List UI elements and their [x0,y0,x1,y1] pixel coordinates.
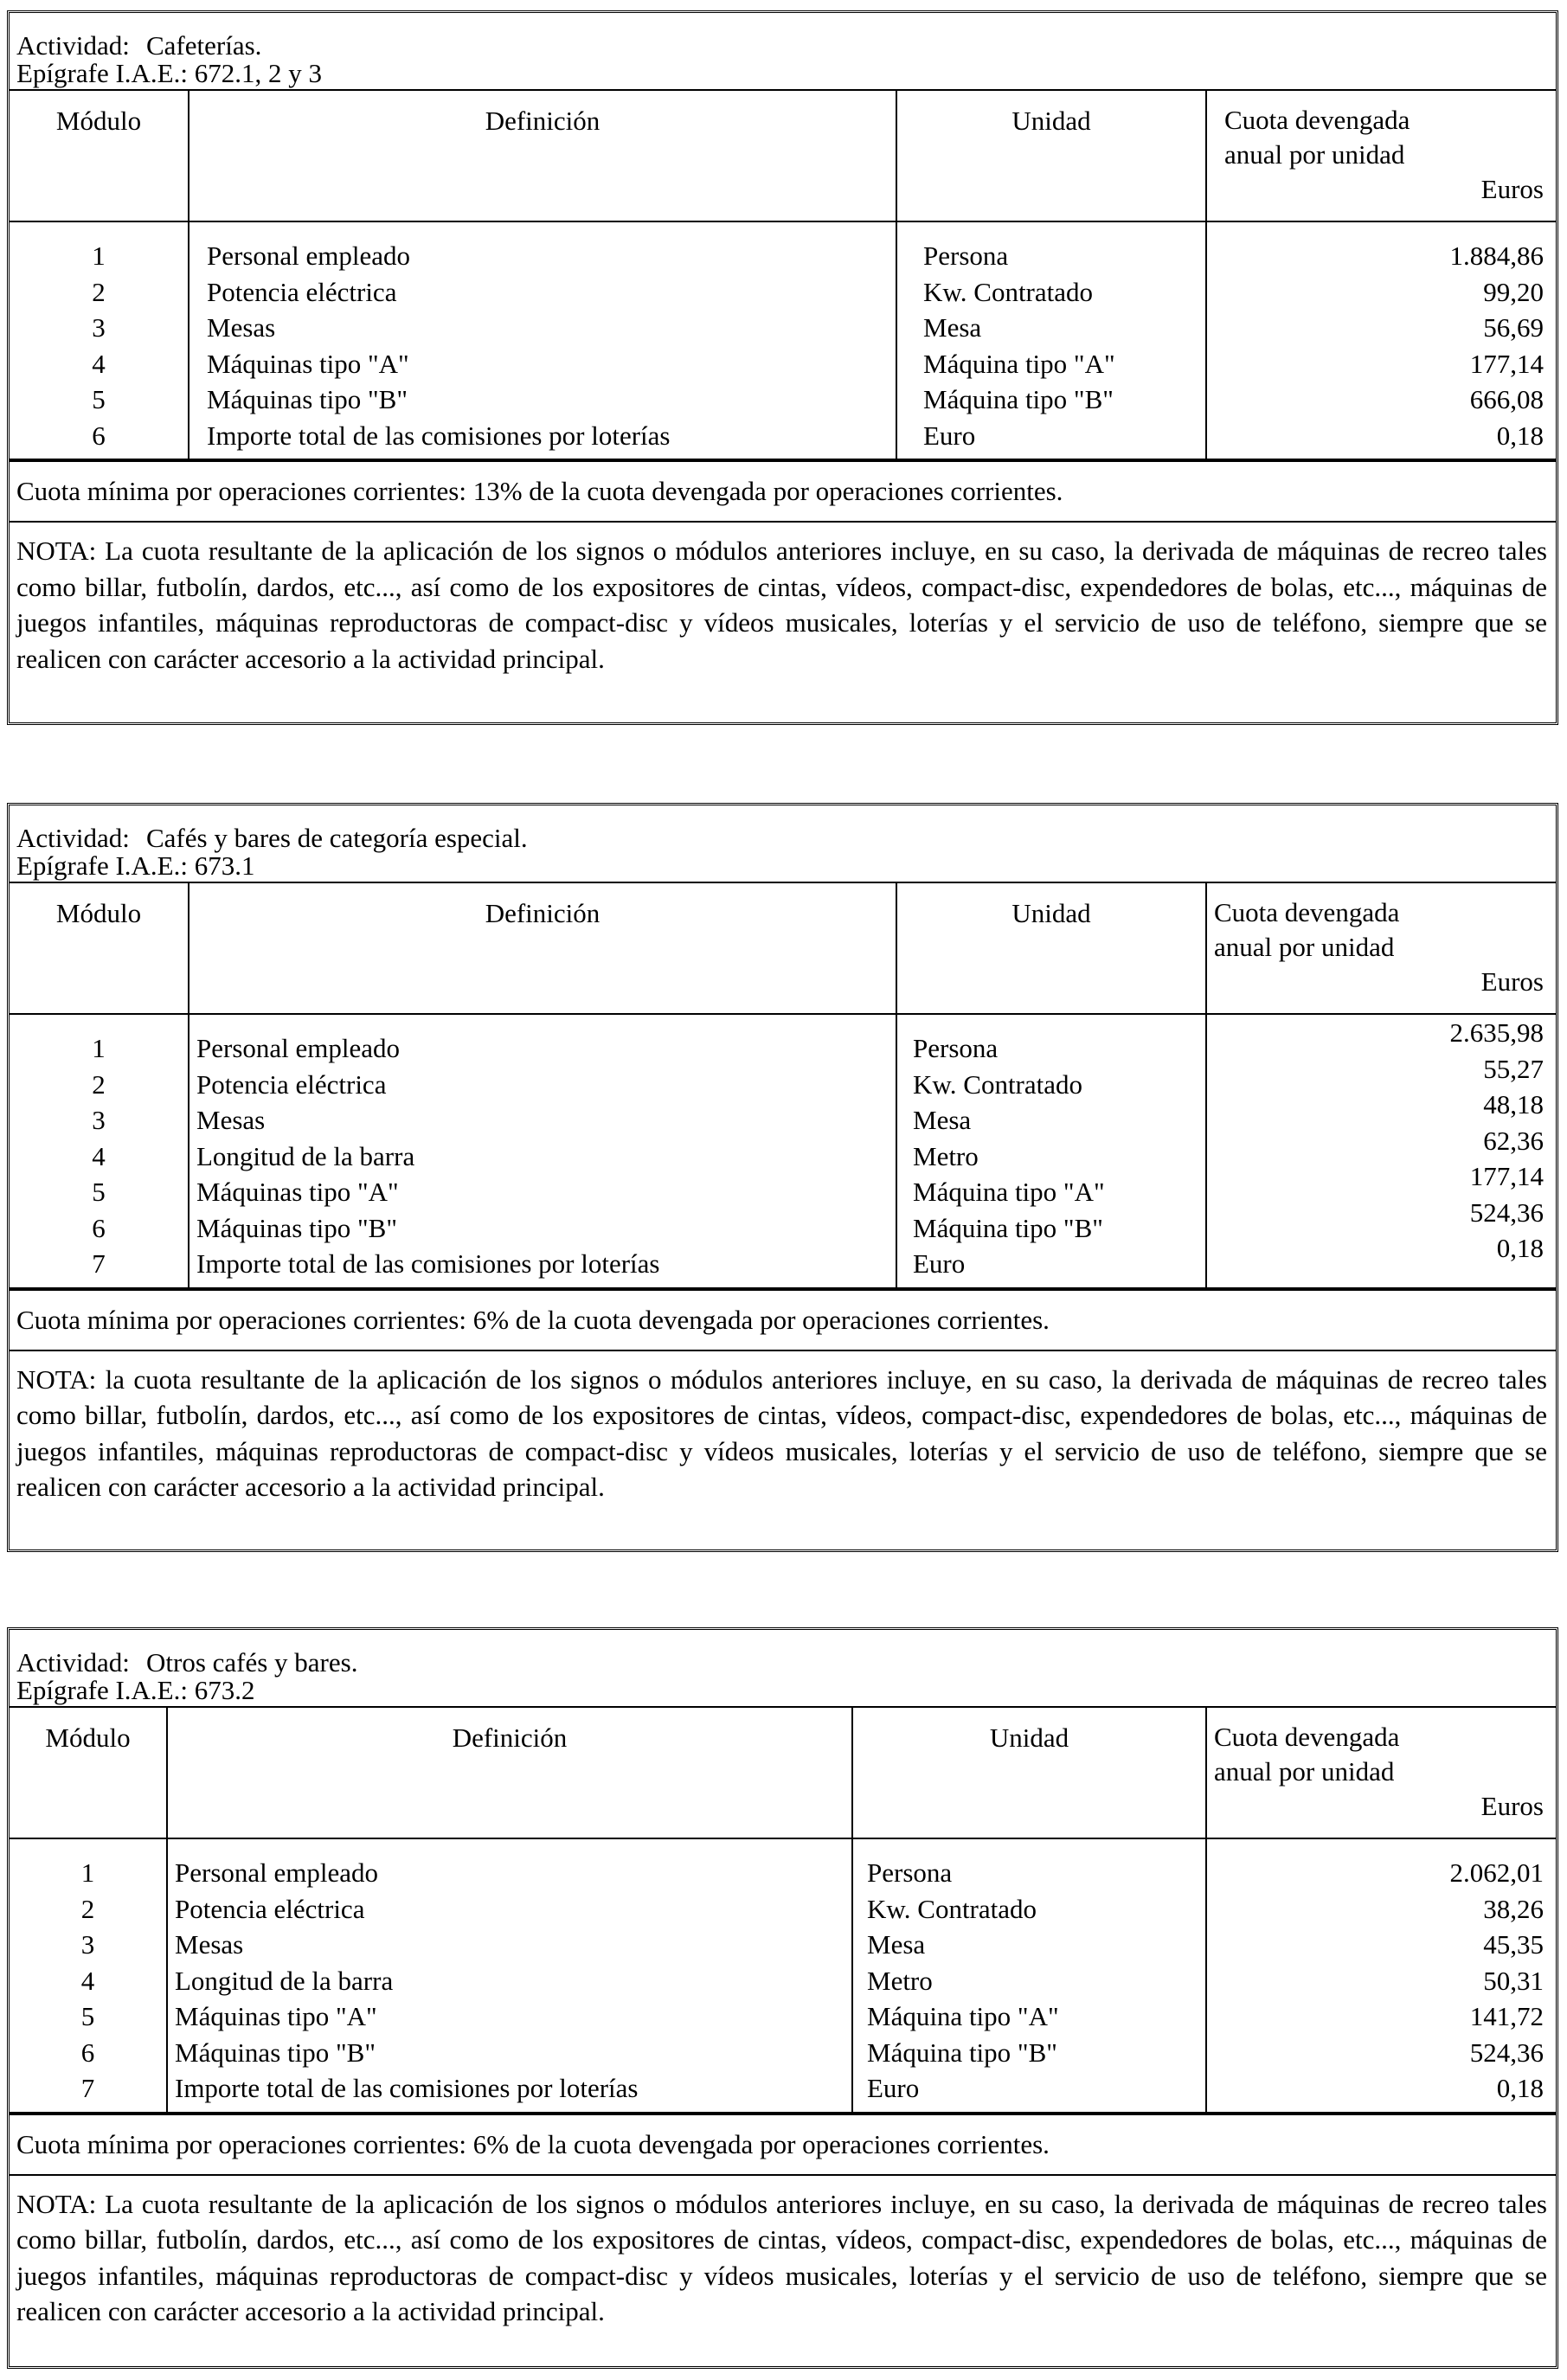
header-cuota-line1: Cuota devengada [1214,1722,1400,1752]
header-cuota-line2: anual por unidad [1214,1756,1395,1787]
importe-value: 524,36 [1469,1196,1544,1228]
unidad-column [852,1838,1206,2113]
header-cuota [1206,1707,1556,1838]
table-body-row [10,1838,1556,2113]
importe-value: 177,14 [1469,348,1544,379]
definicion-text: Importe total de las comisiones por loterías [175,2073,639,2103]
importe-value: 1.884,86 [1449,241,1544,271]
header-euros: Euros [1480,174,1544,204]
importe-value: 666,08 [1469,384,1544,414]
header-unidad: Unidad [852,1707,1206,1838]
definicion-text: Importe total de las comisiones por loterías [196,1248,660,1279]
unidad-text: Kw. Contratado [913,1068,1083,1100]
modulo-number: 2 [92,1068,106,1100]
definicion-text: Longitud de la barra [196,1140,415,1171]
epigrafe-label: Epígrafe I.A.E.: [16,850,188,881]
definicion-column [167,1838,852,2113]
activity-block-cafeterias [7,10,1558,725]
unidad-text: Metro [867,1965,933,1996]
unidad-text: Kw. Contratado [867,1893,1037,1924]
nota-paragraph: NOTA: la cuota resultante de la aplicación de los signos o módulos anteriores incluye, en su caso, la derivada de máquinas de recreo tales como billar, futbolín, dardos, etc..., así como de los expositores de cintas, vídeos, compact-disc, expendedores de bolas, etc..., máquinas de juegos infantiles, máquinas reproductoras de compact-disc y vídeos musicales, loterías y el servicio de uso de teléfono, siempre que se realicen con carácter accesorio a la actividad principal. [10,1350,1556,1514]
unidad-text: Máquina tipo "B" [867,2037,1057,2068]
importe-value: 2.062,01 [1449,1857,1544,1888]
cuota-minima: Cuota mínima por operaciones corrientes: 13% de la cuota devengada por operaciones corrientes. [10,460,1556,521]
definicion-text: Personal empleado [196,1033,401,1063]
modules-table [10,1706,1556,2114]
definicion-text: Importe total de las comisiones por loterías [207,420,671,451]
definicion-text: Máquinas tipo "B" [196,1212,397,1243]
cuota-minima: Cuota mínima por operaciones corrientes: 6% de la cuota devengada por operaciones corrientes. [10,1289,1556,1350]
header-unidad: Unidad [896,882,1206,1014]
modulo-number: 5 [92,384,106,414]
actividad-value: Otros cafés y bares. [146,1647,358,1678]
importe-column [1206,1014,1556,1288]
epigrafe-value: 673.2 [194,1675,255,1705]
importe-column [1206,1838,1556,2113]
nota-paragraph: NOTA: La cuota resultante de la aplicación de los signos o módulos anteriores incluye, en su caso, la derivada de máquinas de recreo tales como billar, futbolín, dardos, etc..., así como de los expositores de cintas, vídeos, compact-disc, expendedores de bolas, etc..., máquinas de juegos infantiles, máquinas reproductoras de compact-disc y vídeos musicales, loterías y el servicio de uso de teléfono, siempre que se realicen con carácter accesorio a la actividad principal. [10,2174,1556,2338]
epigrafe-value: 672.1, 2 y 3 [194,58,322,88]
definicion-text: Longitud de la barra [175,1965,394,1996]
modulo-number: 1 [92,241,106,271]
table-header-row [10,1707,1556,1838]
importe-value: 0,18 [1496,1233,1544,1263]
unidad-text: Euro [913,1248,966,1279]
modules-table [10,89,1556,460]
modulo-number: 3 [80,1929,95,1960]
header-definicion: Definición [189,90,896,221]
header-modulo: Módulo [10,1707,167,1838]
header-modulo: Módulo [10,90,189,221]
definicion-text: Mesas [207,312,276,343]
unidad-text: Euro [923,420,976,451]
definicion-text: Máquinas tipo "B" [175,2037,376,2068]
header-unidad: Unidad [896,90,1206,221]
modulo-number: 6 [92,420,106,451]
definicion-text: Potencia eléctrica [207,276,397,307]
definicion-text: Potencia eléctrica [196,1068,387,1100]
modulo-number: 3 [92,1105,106,1135]
importe-column [1206,221,1556,459]
modulo-number: 2 [92,276,106,307]
actividad-value: Cafés y bares de categoría especial. [146,823,528,853]
actividad-line [10,1630,1556,1678]
unidad-text: Persona [913,1033,999,1063]
unidad-text: Mesa [923,312,982,343]
importe-value: 45,35 [1483,1929,1544,1960]
modulo-number: 6 [80,2037,95,2068]
header-definicion: Definición [167,1707,852,1838]
table-body-row [10,221,1556,459]
definicion-text: Máquinas tipo "A" [196,1177,399,1207]
definicion-text: Máquinas tipo "A" [175,2001,377,2031]
modulo-column [10,1838,167,2113]
header-euros: Euros [1480,966,1544,997]
definicion-text: Personal empleado [207,241,411,271]
activity-block-otros-cafes [7,1627,1558,2369]
header-cuota [1206,882,1556,1014]
unidad-text: Metro [913,1140,979,1171]
actividad-line [10,805,1556,853]
definicion-column [189,1014,896,1288]
importe-value: 0,18 [1496,420,1544,451]
definicion-column [189,221,896,459]
modulo-number: 5 [80,2001,95,2031]
modulo-number: 5 [92,1177,106,1207]
definicion-text: Potencia eléctrica [175,1893,365,1924]
importe-value: 524,36 [1469,2037,1544,2068]
importe-value: 55,27 [1483,1053,1544,1084]
cuota-minima: Cuota mínima por operaciones corrientes: 6% de la cuota devengada por operaciones corrientes. [10,2114,1556,2174]
modulo-number: 4 [92,348,106,379]
table-body-row [10,1014,1556,1288]
importe-value: 50,31 [1483,1965,1544,1996]
definicion-text: Mesas [196,1105,266,1135]
importe-value: 62,36 [1483,1125,1544,1156]
importe-value: 56,69 [1483,312,1544,343]
header-modulo: Módulo [10,882,189,1014]
unidad-text: Persona [867,1857,953,1888]
unidad-text: Kw. Contratado [923,276,1094,307]
epigrafe-value: 673.1 [194,850,255,881]
modulo-number: 7 [92,1248,106,1279]
actividad-label: Actividad: [16,30,130,61]
modulo-number: 4 [80,1965,95,1996]
importe-value: 99,20 [1483,276,1544,307]
definicion-text: Máquinas tipo "B" [207,384,408,414]
modulo-number: 4 [92,1140,106,1171]
nota-paragraph: NOTA: La cuota resultante de la aplicación de los signos o módulos anteriores incluye, en su caso, la derivada de máquinas de recreo tales como billar, futbolín, dardos, etc..., así como de los expositores de cintas, vídeos, compact-disc, expendedores de bolas, etc..., máquinas de juegos infantiles, máquinas reproductoras de compact-disc y vídeos musicales, loterías y el servicio de uso de teléfono, siempre que se realicen con carácter accesorio a la actividad principal. [10,521,1556,685]
unidad-text: Máquina tipo "A" [923,348,1115,379]
importe-value: 2.635,98 [1449,1017,1544,1048]
actividad-line [10,13,1556,61]
unidad-text: Máquina tipo "A" [913,1177,1105,1207]
epigrafe-label: Epígrafe I.A.E.: [16,58,188,88]
header-cuota-line2: anual por unidad [1214,932,1395,962]
modulo-number: 1 [92,1033,106,1063]
table-header-row [10,882,1556,1014]
header-definicion: Definición [189,882,896,1014]
modulo-number: 6 [92,1212,106,1243]
modules-table [10,882,1556,1289]
definicion-text: Máquinas tipo "A" [207,348,409,379]
definicion-text: Mesas [175,1929,244,1960]
modulo-number: 7 [80,2073,95,2103]
header-cuota-line1: Cuota devengada [1214,897,1400,927]
unidad-column [896,1014,1206,1288]
activity-block-cafes-especial [7,803,1558,1552]
unidad-text: Mesa [867,1929,926,1960]
importe-value: 48,18 [1483,1089,1544,1119]
unidad-text: Máquina tipo "B" [923,384,1114,414]
unidad-text: Máquina tipo "B" [913,1212,1103,1243]
header-cuota-line2: anual por unidad [1224,139,1405,170]
importe-value: 38,26 [1483,1893,1544,1924]
actividad-label: Actividad: [16,1647,130,1678]
modulo-number: 3 [92,312,106,343]
unidad-text: Mesa [913,1105,972,1135]
modulo-column [10,221,189,459]
actividad-value: Cafeterías. [146,30,262,61]
importe-value: 141,72 [1469,2001,1544,2031]
modulo-number: 1 [80,1857,95,1888]
unidad-text: Máquina tipo "A" [867,2001,1059,2031]
unidad-text: Euro [867,2073,920,2103]
header-cuota-line1: Cuota devengada [1224,105,1410,135]
unidad-column [896,221,1206,459]
importe-value: 177,14 [1469,1161,1544,1191]
header-cuota [1206,90,1556,221]
definicion-text: Personal empleado [175,1857,379,1888]
unidad-text: Persona [923,241,1009,271]
actividad-label: Actividad: [16,823,130,853]
modulo-number: 2 [80,1893,95,1924]
importe-value: 0,18 [1496,2073,1544,2103]
modulo-column [10,1014,189,1288]
table-header-row [10,90,1556,221]
header-euros: Euros [1480,1791,1544,1821]
epigrafe-label: Epígrafe I.A.E.: [16,1675,188,1705]
